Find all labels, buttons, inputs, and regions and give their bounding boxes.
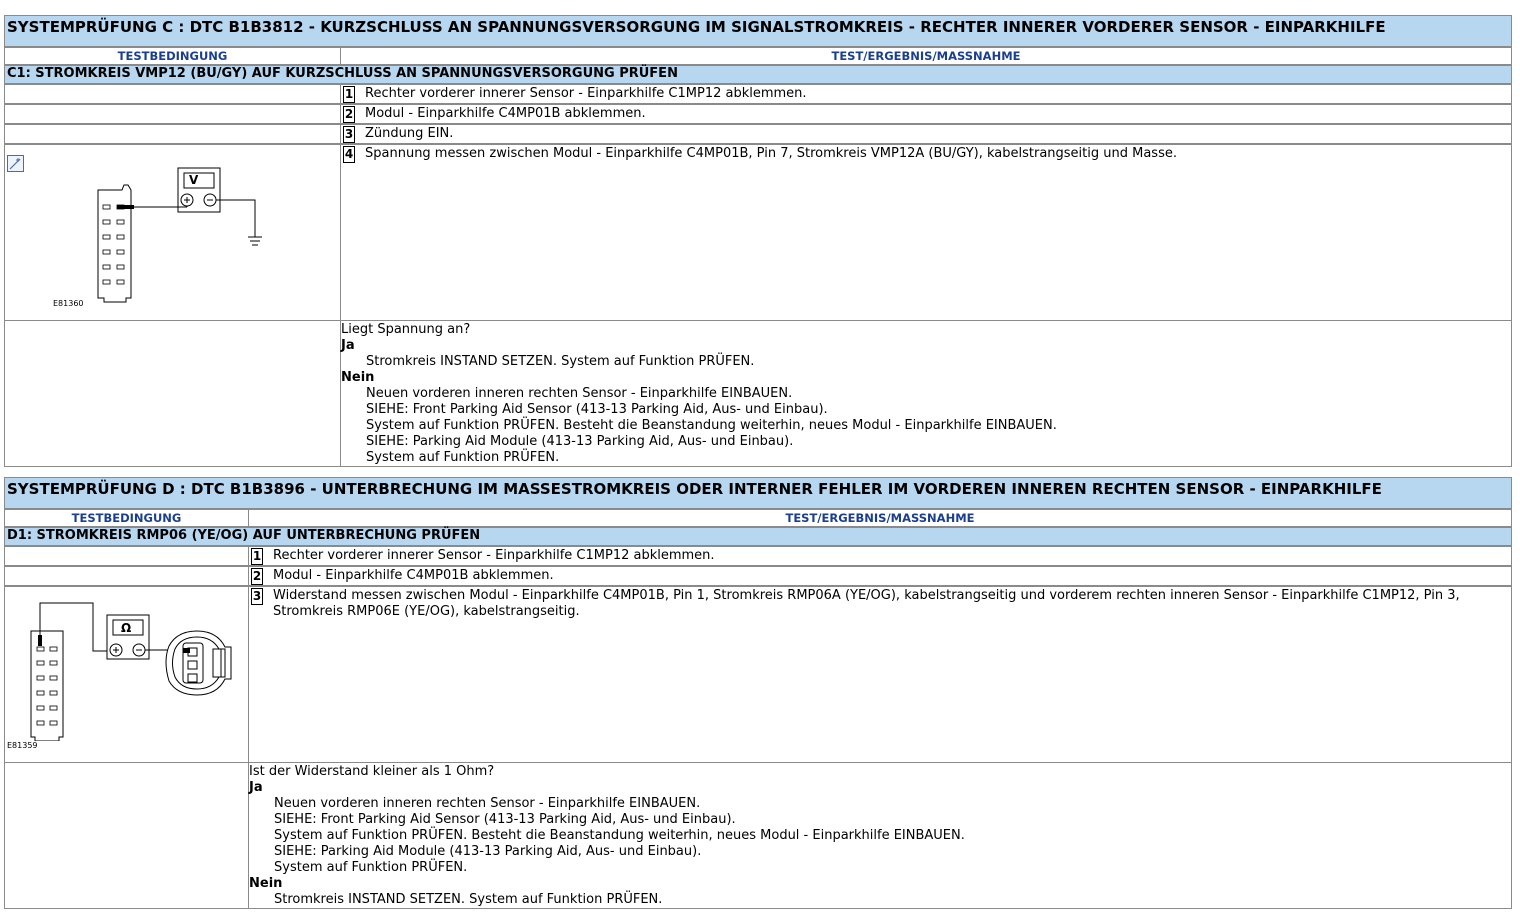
result-question: Ist der Widerstand kleiner als 1 Ohm?: [249, 764, 495, 779]
step-number: 2: [344, 107, 354, 121]
no-line: System auf Funktion PRÜFEN.: [366, 450, 560, 465]
step-number: 3: [252, 589, 262, 603]
section-d-row1-left: [4, 546, 249, 566]
step-text: Modul - Einparkhilfe C4MP01B abklemmen.: [273, 568, 554, 583]
meter-symbol: V: [189, 173, 199, 187]
step-number: 1: [344, 87, 354, 101]
no-line: System auf Funktion PRÜFEN. Besteht die Beanstandung weiterhin, neues Modul - Einparkhilfe EINBAUEN.: [366, 418, 1057, 433]
no-line: SIEHE: Parking Aid Module (413-13 Parking Aid, Aus- und Einbau).: [366, 434, 794, 449]
zoom-icon[interactable]: [7, 155, 25, 173]
result-question: Liegt Spannung an?: [341, 322, 471, 337]
section-c-col-result: TEST/ERGEBNIS/MASSNAHME: [340, 47, 1512, 65]
step-text: Modul - Einparkhilfe C4MP01B abklemmen.: [365, 106, 646, 121]
section-d-step-3: [248, 586, 1512, 763]
figure-id: E81359: [7, 741, 38, 750]
section-d-row2-left: [4, 566, 249, 586]
section-d-step-2: [248, 566, 1512, 586]
section-c-step-2: [340, 104, 1512, 124]
section-c-result: [340, 320, 1512, 467]
section-c-title: SYSTEMPRÜFUNG C : DTC B1B3812 - KURZSCHLUSS AN SPANNUNGSVERSORGUNG IM SIGNALSTROMKREIS - RECHTER INNERER VORDERER SENSOR - EINPARKHILFE: [4, 15, 1512, 47]
section-c-step-4: [340, 144, 1512, 321]
no-line: SIEHE: Front Parking Aid Sensor (413-13 Parking Aid, Aus- und Einbau).: [366, 402, 828, 417]
section-c-diagram-cell: [4, 144, 341, 321]
no-label: Nein: [341, 370, 375, 385]
section-d-col-test: TESTBEDINGUNG: [4, 509, 249, 527]
step-text: Rechter vorderer innerer Sensor - Einparkhilfe C1MP12 abklemmen.: [273, 548, 715, 563]
section-c-row3-left: [4, 124, 341, 144]
section-d-step-1: [248, 546, 1512, 566]
section-d: [4, 477, 1512, 909]
section-c-result-left: [4, 320, 341, 467]
step-number: 4: [344, 147, 354, 161]
step-number: 3: [344, 127, 354, 141]
section-d-result: [248, 762, 1512, 909]
section-c-subtitle: C1: STROMKREIS VMP12 (BU/GY) AUF KURZSCHLUSS AN SPANNUNGSVERSORGUNG PRÜFEN: [4, 65, 1512, 84]
step-number: 2: [252, 569, 262, 583]
yes-line: Neuen vorderen inneren rechten Sensor - Einparkhilfe EINBAUEN.: [274, 796, 701, 811]
yes-line: Stromkreis INSTAND SETZEN. System auf Funktion PRÜFEN.: [366, 354, 755, 369]
step-text: Widerstand messen zwischen Modul - Einparkhilfe C4MP01B, Pin 1, Stromkreis RMP06A (YE/OG), kabelstrangseitig und vorderem rechten inneren Sensor - Einparkhilfe C1MP12, Pin 3, Stromkreis RMP06E (YE/OG), kabelstrangseitig.: [273, 588, 1460, 619]
meter-symbol: Ω: [121, 621, 132, 635]
section-d-title: SYSTEMPRÜFUNG D : DTC B1B3896 - UNTERBRECHUNG IM MASSESTROMKREIS ODER INTERNER FEHLER IM VORDEREN INNEREN RECHTEN SENSOR - EINPARKHILFE: [4, 477, 1512, 509]
step-text: Spannung messen zwischen Modul - Einparkhilfe C4MP01B, Pin 7, Stromkreis VMP12A (BU/GY), kabelstrangseitig und Masse.: [365, 146, 1177, 161]
step-number: 1: [252, 549, 262, 563]
section-c-row1-left: [4, 84, 341, 104]
section-d-result-left: [4, 762, 249, 909]
yes-line: SIEHE: Front Parking Aid Sensor (413-13 Parking Aid, Aus- und Einbau).: [274, 812, 736, 827]
resistance-measurement-diagram: [7, 591, 242, 741]
step-text: Rechter vorderer innerer Sensor - Einparkhilfe C1MP12 abklemmen.: [365, 86, 807, 101]
yes-line: System auf Funktion PRÜFEN.: [274, 860, 468, 875]
yes-label: Ja: [249, 780, 263, 795]
yes-line: SIEHE: Parking Aid Module (413-13 Parking Aid, Aus- und Einbau).: [274, 844, 702, 859]
figure-id: E81360: [53, 299, 84, 308]
no-line: Neuen vorderen inneren rechten Sensor - Einparkhilfe EINBAUEN.: [366, 386, 793, 401]
yes-line: System auf Funktion PRÜFEN. Besteht die Beanstandung weiterhin, neues Modul - Einparkhilfe EINBAUEN.: [274, 828, 965, 843]
section-d-col-result: TEST/ERGEBNIS/MASSNAHME: [248, 509, 1512, 527]
section-d-diagram-cell: [4, 586, 249, 763]
section-c-step-3: [340, 124, 1512, 144]
voltage-measurement-diagram: [90, 165, 290, 315]
section-c-step-1: [340, 84, 1512, 104]
yes-label: Ja: [341, 338, 355, 353]
ground-icon: [248, 237, 262, 245]
no-line: Stromkreis INSTAND SETZEN. System auf Funktion PRÜFEN.: [274, 892, 663, 907]
step-text: Zündung EIN.: [365, 126, 454, 141]
section-c: [4, 15, 1512, 467]
section-c-col-test: TESTBEDINGUNG: [4, 47, 341, 65]
section-d-subtitle: D1: STROMKREIS RMP06 (YE/OG) AUF UNTERBRECHUNG PRÜFEN: [4, 527, 1512, 546]
section-c-row2-left: [4, 104, 341, 124]
no-label: Nein: [249, 876, 283, 891]
